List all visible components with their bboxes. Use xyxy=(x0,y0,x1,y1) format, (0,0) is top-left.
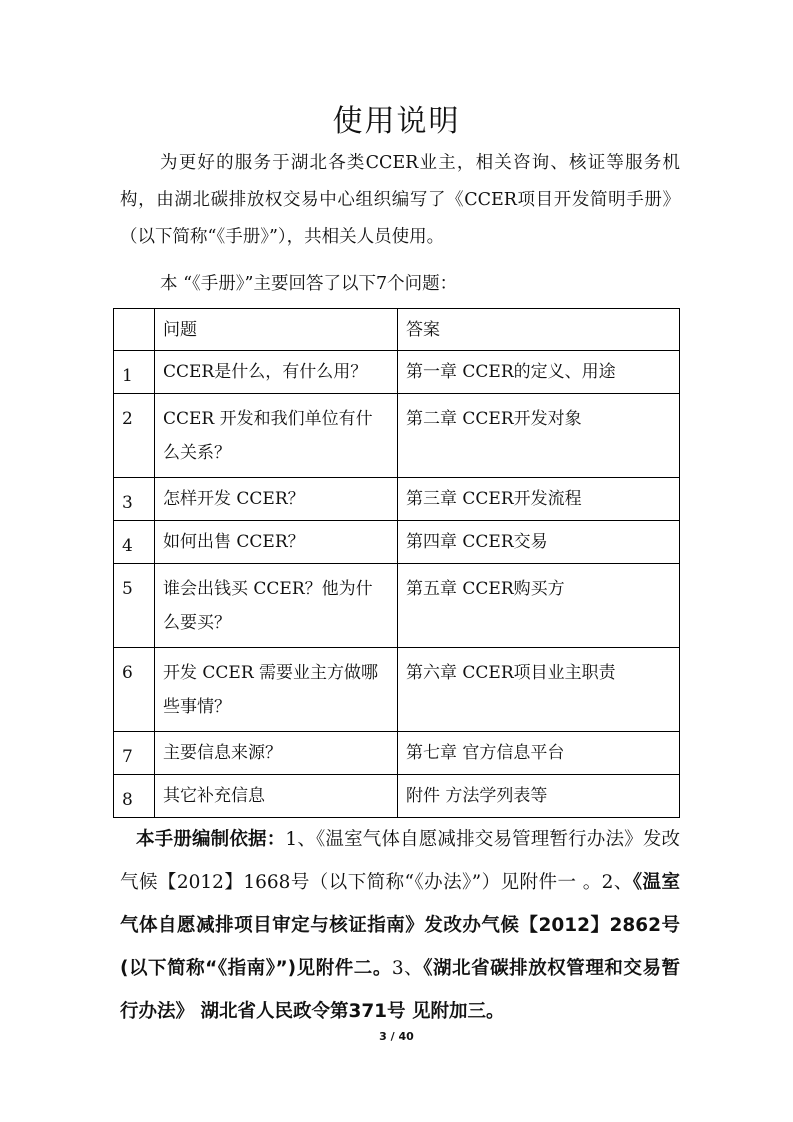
page-title: 使用说明 xyxy=(332,104,461,139)
lead-paragraph: 本 “《手册》”主要回答了以下7个问题： xyxy=(160,274,458,294)
basis-item-three: 《湖北省碳排放权管理和交易暂行办法》 湖北省人民政令第371号 见附加三。 xyxy=(120,958,680,1022)
basis-label: 本手册编制依据： xyxy=(136,829,286,850)
row-number: 7 xyxy=(114,732,155,775)
row-answer: 第七章 官方信息平台 xyxy=(398,732,680,775)
row-number: 3 xyxy=(114,478,155,521)
row-question: 如何出售 CCER？ xyxy=(155,521,398,564)
table-row xyxy=(114,564,680,648)
basis-item-two: 《温室气体自愿减排项目审定与核证指南》发改办气候【2012】2862号(以下简称“《指南》”)见附件二。 xyxy=(120,872,680,979)
row-question: 怎样开发 CCER？ xyxy=(155,478,398,521)
row-number: 4 xyxy=(114,521,155,564)
row-number: 8 xyxy=(114,775,155,818)
header-cell-question: 问题 xyxy=(155,309,398,351)
row-answer: 第六章 CCER项目业主职责 xyxy=(398,648,680,732)
table-row xyxy=(114,478,680,521)
page-number: 3 / 40 xyxy=(379,1030,414,1043)
row-answer: 第二章 CCER开发对象 xyxy=(398,394,680,478)
row-question: 谁会出钱买 CCER？他为什么要买？ xyxy=(155,564,398,648)
row-answer: 第四章 CCER交易 xyxy=(398,521,680,564)
table-row xyxy=(114,732,680,775)
basis-item-one: 1、《温室气体自愿减排交易管理暂行办法》发改气候【2012】1668号（以下简称“《办法》”）见附件一 。2、 xyxy=(120,829,680,893)
row-question: CCER 开发和我们单位有什么关系？ xyxy=(155,394,398,478)
row-question: 其它补充信息 xyxy=(155,775,398,818)
row-question: CCER是什么，有什么用？ xyxy=(155,351,398,394)
row-answer: 第三章 CCER开发流程 xyxy=(398,478,680,521)
basis-item-three-number: 3、 xyxy=(391,958,424,979)
table-row xyxy=(114,394,680,478)
row-number: 5 xyxy=(114,564,155,648)
header-cell-number xyxy=(114,309,155,351)
basis-paragraph xyxy=(120,818,680,1033)
qa-table xyxy=(113,308,680,818)
table-row xyxy=(114,775,680,818)
row-number: 2 xyxy=(114,394,155,478)
table-row xyxy=(114,521,680,564)
row-number: 6 xyxy=(114,648,155,732)
intro-paragraph: 为更好的服务于湖北各类CCER业主，相关咨询、核证等服务机构，由湖北碳排放权交易中心组织编写了《CCER项目开发简明手册》（以下简称“《手册》”），共相关人员使用。 xyxy=(120,153,680,247)
row-answer: 第五章 CCER购买方 xyxy=(398,564,680,648)
row-answer: 附件 方法学列表等 xyxy=(398,775,680,818)
row-question: 开发 CCER 需要业主方做哪些事情？ xyxy=(155,648,398,732)
row-number: 1 xyxy=(114,351,155,394)
table-header-row xyxy=(114,309,680,351)
table-row xyxy=(114,648,680,732)
header-cell-answer: 答案 xyxy=(398,309,680,351)
row-answer: 第一章 CCER的定义、用途 xyxy=(398,351,680,394)
table-row xyxy=(114,351,680,394)
row-question: 主要信息来源？ xyxy=(155,732,398,775)
